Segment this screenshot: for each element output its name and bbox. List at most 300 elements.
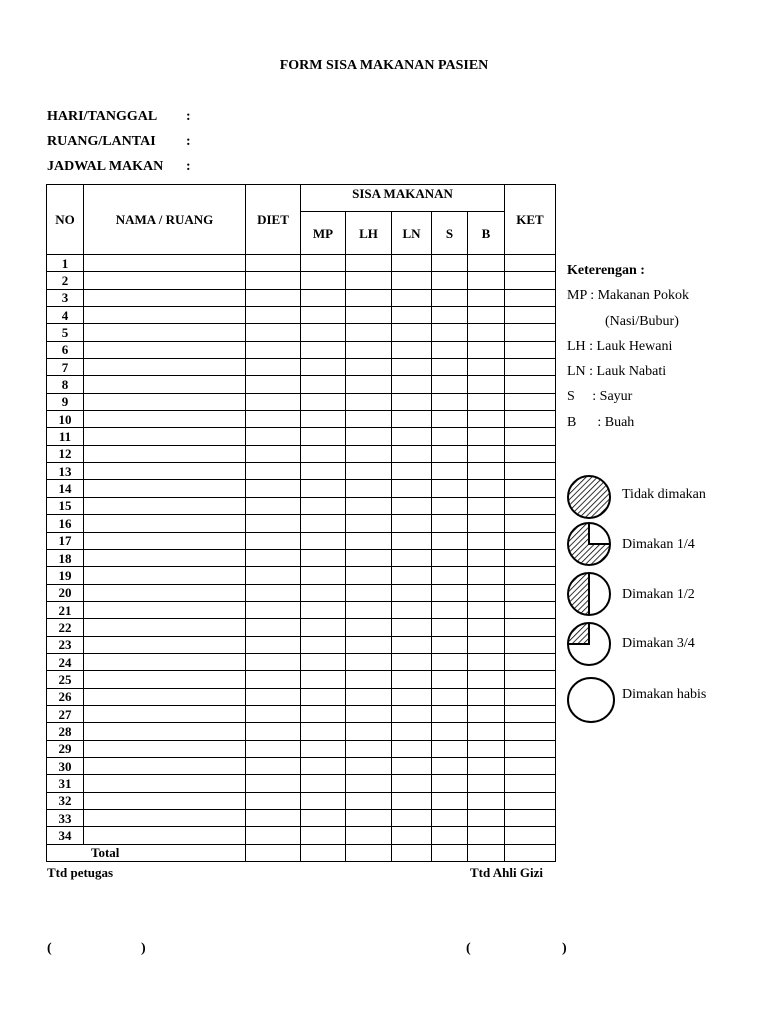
cell-nama-ruang[interactable]: [84, 411, 246, 428]
cell-nama-ruang[interactable]: [84, 775, 246, 792]
cell-nama-ruang[interactable]: [84, 376, 246, 393]
cell-s[interactable]: [432, 359, 468, 376]
cell-ket[interactable]: [505, 289, 556, 306]
cell-nama-ruang[interactable]: [84, 567, 246, 584]
cell-nama-ruang[interactable]: [84, 497, 246, 514]
row-number: 15: [47, 497, 84, 514]
cell-mp[interactable]: [301, 272, 346, 289]
cell-b[interactable]: [468, 757, 505, 774]
cell-lh[interactable]: [346, 705, 392, 722]
cell-b[interactable]: [468, 255, 505, 272]
cell-b[interactable]: [468, 827, 505, 844]
cell-mp[interactable]: [301, 428, 346, 445]
cell-ln[interactable]: [392, 827, 432, 844]
cell-diet[interactable]: [246, 671, 301, 688]
cell-mp[interactable]: [301, 619, 346, 636]
row-number: 28: [47, 723, 84, 740]
cell-lh[interactable]: [346, 810, 392, 827]
cell-diet[interactable]: [246, 584, 301, 601]
cell-diet[interactable]: [246, 775, 301, 792]
cell-lh[interactable]: [346, 497, 392, 514]
cell-lh[interactable]: [346, 584, 392, 601]
cell-lh[interactable]: [346, 376, 392, 393]
cell-b[interactable]: [468, 671, 505, 688]
cell-ln[interactable]: [392, 619, 432, 636]
cell-ln[interactable]: [392, 723, 432, 740]
col-header-no: NO: [47, 185, 84, 255]
cell-nama-ruang[interactable]: [84, 636, 246, 653]
cell-ln[interactable]: [392, 393, 432, 410]
cell-ln[interactable]: [392, 532, 432, 549]
cell-mp[interactable]: [301, 341, 346, 358]
cell-ket[interactable]: [505, 775, 556, 792]
cell-nama-ruang[interactable]: [84, 705, 246, 722]
cell-lh[interactable]: [346, 653, 392, 670]
cell-ln[interactable]: [392, 289, 432, 306]
pie-label-dimakan-habis: Dimakan habis: [622, 687, 707, 702]
cell-b[interactable]: [468, 376, 505, 393]
table-row: [47, 480, 556, 497]
cell-nama-ruang[interactable]: [84, 359, 246, 376]
cell-b[interactable]: [468, 549, 505, 566]
cell-mp[interactable]: [301, 636, 346, 653]
cell-lh[interactable]: [346, 272, 392, 289]
cell-nama-ruang[interactable]: [84, 757, 246, 774]
cell-s[interactable]: [432, 705, 468, 722]
cell-ket[interactable]: [505, 636, 556, 653]
cell-nama-ruang[interactable]: [84, 532, 246, 549]
cell-lh[interactable]: [346, 307, 392, 324]
cell-ket[interactable]: [505, 445, 556, 462]
cell-nama-ruang[interactable]: [84, 740, 246, 757]
cell-mp[interactable]: [301, 411, 346, 428]
cell-ket[interactable]: [505, 463, 556, 480]
cell-ket[interactable]: [505, 757, 556, 774]
cell-ket[interactable]: [505, 740, 556, 757]
cell-s[interactable]: [432, 307, 468, 324]
signature-ahli-gizi-label: Ttd Ahli Gizi: [470, 865, 543, 880]
cell-nama-ruang[interactable]: [84, 549, 246, 566]
cell-diet[interactable]: [246, 324, 301, 341]
cell-nama-ruang[interactable]: [84, 480, 246, 497]
cell-s[interactable]: [432, 723, 468, 740]
cell-s[interactable]: [432, 324, 468, 341]
table-row: [47, 705, 556, 722]
cell-ket[interactable]: [505, 480, 556, 497]
cell-s[interactable]: [432, 272, 468, 289]
cell-s[interactable]: [432, 671, 468, 688]
cell-mp[interactable]: [301, 653, 346, 670]
cell-s[interactable]: [432, 428, 468, 445]
cell-nama-ruang[interactable]: [84, 688, 246, 705]
cell-b[interactable]: [468, 341, 505, 358]
cell-s[interactable]: [432, 584, 468, 601]
row-number: 10: [47, 411, 84, 428]
cell-diet[interactable]: [246, 810, 301, 827]
pie-dimakan-quarter-icon: [566, 521, 612, 567]
cell-ln[interactable]: [392, 515, 432, 532]
cell-b[interactable]: [468, 688, 505, 705]
row-number: 4: [47, 307, 84, 324]
cell-lh[interactable]: [346, 341, 392, 358]
cell-ket[interactable]: [505, 671, 556, 688]
cell-lh[interactable]: [346, 723, 392, 740]
cell-lh[interactable]: [346, 671, 392, 688]
cell-diet[interactable]: [246, 463, 301, 480]
cell-s[interactable]: [432, 792, 468, 809]
cell-mp[interactable]: [301, 445, 346, 462]
cell-ln[interactable]: [392, 411, 432, 428]
cell-nama-ruang[interactable]: [84, 827, 246, 844]
cell-diet[interactable]: [246, 255, 301, 272]
cell-ln[interactable]: [392, 341, 432, 358]
cell-diet[interactable]: [246, 428, 301, 445]
cell-nama-ruang[interactable]: [84, 255, 246, 272]
cell-b[interactable]: [468, 463, 505, 480]
cell-mp[interactable]: [301, 584, 346, 601]
pie-label-dimakan-three-quarter: Dimakan 3/4: [622, 636, 695, 651]
cell-s[interactable]: [432, 827, 468, 844]
cell-lh[interactable]: [346, 480, 392, 497]
cell-nama-ruang[interactable]: [84, 445, 246, 462]
cell-lh[interactable]: [346, 289, 392, 306]
cell-b[interactable]: [468, 740, 505, 757]
cell-diet[interactable]: [246, 619, 301, 636]
cell-b[interactable]: [468, 515, 505, 532]
cell-s[interactable]: [432, 393, 468, 410]
cell-lh[interactable]: [346, 827, 392, 844]
cell-nama-ruang[interactable]: [84, 289, 246, 306]
cell-ket[interactable]: [505, 549, 556, 566]
cell-b[interactable]: [468, 601, 505, 618]
cell-nama-ruang[interactable]: [84, 653, 246, 670]
cell-diet[interactable]: [246, 411, 301, 428]
cell-mp[interactable]: [301, 549, 346, 566]
cell-ket[interactable]: [505, 653, 556, 670]
cell-diet[interactable]: [246, 532, 301, 549]
cell-ket[interactable]: [505, 827, 556, 844]
cell-nama-ruang[interactable]: [84, 324, 246, 341]
total-cell[interactable]: [346, 844, 392, 861]
cell-ket[interactable]: [505, 532, 556, 549]
cell-ket[interactable]: [505, 584, 556, 601]
total-cell[interactable]: [246, 844, 301, 861]
cell-diet[interactable]: [246, 515, 301, 532]
cell-mp[interactable]: [301, 671, 346, 688]
cell-ket[interactable]: [505, 705, 556, 722]
cell-b[interactable]: [468, 792, 505, 809]
cell-b[interactable]: [468, 636, 505, 653]
cell-diet[interactable]: [246, 636, 301, 653]
cell-nama-ruang[interactable]: [84, 515, 246, 532]
cell-s[interactable]: [432, 619, 468, 636]
cell-diet[interactable]: [246, 688, 301, 705]
cell-s[interactable]: [432, 757, 468, 774]
cell-b[interactable]: [468, 584, 505, 601]
cell-s[interactable]: [432, 445, 468, 462]
cell-s[interactable]: [432, 810, 468, 827]
cell-ln[interactable]: [392, 775, 432, 792]
cell-lh[interactable]: [346, 255, 392, 272]
cell-mp[interactable]: [301, 307, 346, 324]
cell-diet[interactable]: [246, 705, 301, 722]
total-cell[interactable]: [505, 844, 556, 861]
cell-ln[interactable]: [392, 567, 432, 584]
cell-lh[interactable]: [346, 411, 392, 428]
cell-nama-ruang[interactable]: [84, 428, 246, 445]
cell-mp[interactable]: [301, 810, 346, 827]
cell-mp[interactable]: [301, 775, 346, 792]
cell-ln[interactable]: [392, 376, 432, 393]
cell-ln[interactable]: [392, 255, 432, 272]
cell-lh[interactable]: [346, 428, 392, 445]
cell-diet[interactable]: [246, 480, 301, 497]
cell-diet[interactable]: [246, 289, 301, 306]
cell-lh[interactable]: [346, 740, 392, 757]
cell-nama-ruang[interactable]: [84, 307, 246, 324]
cell-ket[interactable]: [505, 393, 556, 410]
cell-diet[interactable]: [246, 359, 301, 376]
cell-nama-ruang[interactable]: [84, 584, 246, 601]
cell-mp[interactable]: [301, 567, 346, 584]
cell-mp[interactable]: [301, 359, 346, 376]
cell-nama-ruang[interactable]: [84, 671, 246, 688]
cell-ln[interactable]: [392, 671, 432, 688]
cell-ket[interactable]: [505, 688, 556, 705]
cell-mp[interactable]: [301, 740, 346, 757]
cell-diet[interactable]: [246, 376, 301, 393]
cell-ln[interactable]: [392, 497, 432, 514]
cell-ket[interactable]: [505, 601, 556, 618]
cell-nama-ruang[interactable]: [84, 272, 246, 289]
cell-b[interactable]: [468, 705, 505, 722]
cell-diet[interactable]: [246, 341, 301, 358]
cell-s[interactable]: [432, 463, 468, 480]
cell-ln[interactable]: [392, 445, 432, 462]
cell-ket[interactable]: [505, 723, 556, 740]
cell-nama-ruang[interactable]: [84, 463, 246, 480]
pie-dimakan-half-icon: [566, 571, 612, 617]
cell-ket[interactable]: [505, 411, 556, 428]
cell-diet[interactable]: [246, 307, 301, 324]
cell-mp[interactable]: [301, 688, 346, 705]
cell-diet[interactable]: [246, 740, 301, 757]
cell-ket[interactable]: [505, 324, 556, 341]
cell-b[interactable]: [468, 289, 505, 306]
cell-diet[interactable]: [246, 497, 301, 514]
table-row: [47, 411, 556, 428]
cell-ln[interactable]: [392, 549, 432, 566]
cell-diet[interactable]: [246, 723, 301, 740]
cell-mp[interactable]: [301, 705, 346, 722]
cell-lh[interactable]: [346, 515, 392, 532]
meta-separator: :: [186, 134, 191, 149]
cell-mp[interactable]: [301, 393, 346, 410]
cell-b[interactable]: [468, 532, 505, 549]
cell-diet[interactable]: [246, 653, 301, 670]
cell-b[interactable]: [468, 723, 505, 740]
cell-ln[interactable]: [392, 636, 432, 653]
cell-b[interactable]: [468, 324, 505, 341]
row-number: 20: [47, 584, 84, 601]
cell-diet[interactable]: [246, 445, 301, 462]
cell-b[interactable]: [468, 445, 505, 462]
cell-s[interactable]: [432, 255, 468, 272]
cell-b[interactable]: [468, 497, 505, 514]
cell-b[interactable]: [468, 810, 505, 827]
table-row: [47, 289, 556, 306]
cell-ln[interactable]: [392, 740, 432, 757]
row-number: 5: [47, 324, 84, 341]
cell-diet[interactable]: [246, 757, 301, 774]
cell-s[interactable]: [432, 480, 468, 497]
cell-ket[interactable]: [505, 359, 556, 376]
cell-ket[interactable]: [505, 272, 556, 289]
cell-lh[interactable]: [346, 445, 392, 462]
cell-lh[interactable]: [346, 393, 392, 410]
cell-lh[interactable]: [346, 324, 392, 341]
cell-mp[interactable]: [301, 463, 346, 480]
cell-diet[interactable]: [246, 549, 301, 566]
total-cell[interactable]: [392, 844, 432, 861]
cell-lh[interactable]: [346, 636, 392, 653]
cell-ln[interactable]: [392, 688, 432, 705]
cell-ln[interactable]: [392, 428, 432, 445]
meta-separator: :: [186, 109, 191, 124]
cell-s[interactable]: [432, 688, 468, 705]
cell-mp[interactable]: [301, 255, 346, 272]
cell-ln[interactable]: [392, 480, 432, 497]
cell-ket[interactable]: [505, 567, 556, 584]
cell-s[interactable]: [432, 515, 468, 532]
cell-s[interactable]: [432, 341, 468, 358]
total-cell[interactable]: [301, 844, 346, 861]
cell-b[interactable]: [468, 619, 505, 636]
cell-ln[interactable]: [392, 705, 432, 722]
cell-mp[interactable]: [301, 289, 346, 306]
cell-s[interactable]: [432, 497, 468, 514]
cell-b[interactable]: [468, 775, 505, 792]
cell-ket[interactable]: [505, 619, 556, 636]
cell-lh[interactable]: [346, 532, 392, 549]
cell-s[interactable]: [432, 653, 468, 670]
cell-mp[interactable]: [301, 532, 346, 549]
cell-lh[interactable]: [346, 463, 392, 480]
cell-nama-ruang[interactable]: [84, 810, 246, 827]
cell-s[interactable]: [432, 289, 468, 306]
cell-mp[interactable]: [301, 376, 346, 393]
cell-ln[interactable]: [392, 324, 432, 341]
cell-ket[interactable]: [505, 792, 556, 809]
cell-ln[interactable]: [392, 272, 432, 289]
cell-diet[interactable]: [246, 792, 301, 809]
cell-mp[interactable]: [301, 497, 346, 514]
cell-mp[interactable]: [301, 515, 346, 532]
cell-mp[interactable]: [301, 480, 346, 497]
cell-nama-ruang[interactable]: [84, 341, 246, 358]
cell-ket[interactable]: [505, 255, 556, 272]
cell-b[interactable]: [468, 307, 505, 324]
cell-lh[interactable]: [346, 688, 392, 705]
cell-ket[interactable]: [505, 810, 556, 827]
cell-mp[interactable]: [301, 757, 346, 774]
cell-diet[interactable]: [246, 393, 301, 410]
row-number: 34: [47, 827, 84, 844]
cell-s[interactable]: [432, 411, 468, 428]
cell-lh[interactable]: [346, 359, 392, 376]
cell-ln[interactable]: [392, 653, 432, 670]
cell-diet[interactable]: [246, 601, 301, 618]
cell-s[interactable]: [432, 376, 468, 393]
cell-lh[interactable]: [346, 567, 392, 584]
cell-ln[interactable]: [392, 307, 432, 324]
cell-b[interactable]: [468, 480, 505, 497]
cell-b[interactable]: [468, 653, 505, 670]
cell-b[interactable]: [468, 393, 505, 410]
cell-lh[interactable]: [346, 757, 392, 774]
cell-s[interactable]: [432, 775, 468, 792]
cell-ln[interactable]: [392, 584, 432, 601]
cell-b[interactable]: [468, 567, 505, 584]
cell-ln[interactable]: [392, 792, 432, 809]
cell-mp[interactable]: [301, 324, 346, 341]
cell-nama-ruang[interactable]: [84, 792, 246, 809]
cell-lh[interactable]: [346, 549, 392, 566]
cell-ket[interactable]: [505, 376, 556, 393]
cell-nama-ruang[interactable]: [84, 393, 246, 410]
cell-s[interactable]: [432, 549, 468, 566]
cell-b[interactable]: [468, 411, 505, 428]
cell-s[interactable]: [432, 532, 468, 549]
cell-mp[interactable]: [301, 723, 346, 740]
cell-s[interactable]: [432, 740, 468, 757]
cell-diet[interactable]: [246, 567, 301, 584]
total-cell[interactable]: [468, 844, 505, 861]
cell-ln[interactable]: [392, 810, 432, 827]
cell-ln[interactable]: [392, 601, 432, 618]
cell-s[interactable]: [432, 601, 468, 618]
cell-lh[interactable]: [346, 601, 392, 618]
cell-b[interactable]: [468, 272, 505, 289]
cell-nama-ruang[interactable]: [84, 601, 246, 618]
cell-lh[interactable]: [346, 792, 392, 809]
cell-lh[interactable]: [346, 619, 392, 636]
cell-s[interactable]: [432, 636, 468, 653]
cell-lh[interactable]: [346, 775, 392, 792]
cell-diet[interactable]: [246, 827, 301, 844]
cell-mp[interactable]: [301, 601, 346, 618]
cell-nama-ruang[interactable]: [84, 619, 246, 636]
cell-mp[interactable]: [301, 792, 346, 809]
cell-b[interactable]: [468, 428, 505, 445]
cell-ket[interactable]: [505, 341, 556, 358]
total-cell[interactable]: [432, 844, 468, 861]
row-number: 19: [47, 567, 84, 584]
cell-ln[interactable]: [392, 463, 432, 480]
cell-ket[interactable]: [505, 307, 556, 324]
cell-ket[interactable]: [505, 497, 556, 514]
cell-b[interactable]: [468, 359, 505, 376]
cell-ket[interactable]: [505, 515, 556, 532]
cell-nama-ruang[interactable]: [84, 723, 246, 740]
cell-ln[interactable]: [392, 359, 432, 376]
table-row: [47, 307, 556, 324]
cell-ket[interactable]: [505, 428, 556, 445]
cell-mp[interactable]: [301, 827, 346, 844]
cell-s[interactable]: [432, 567, 468, 584]
cell-diet[interactable]: [246, 272, 301, 289]
cell-ln[interactable]: [392, 757, 432, 774]
